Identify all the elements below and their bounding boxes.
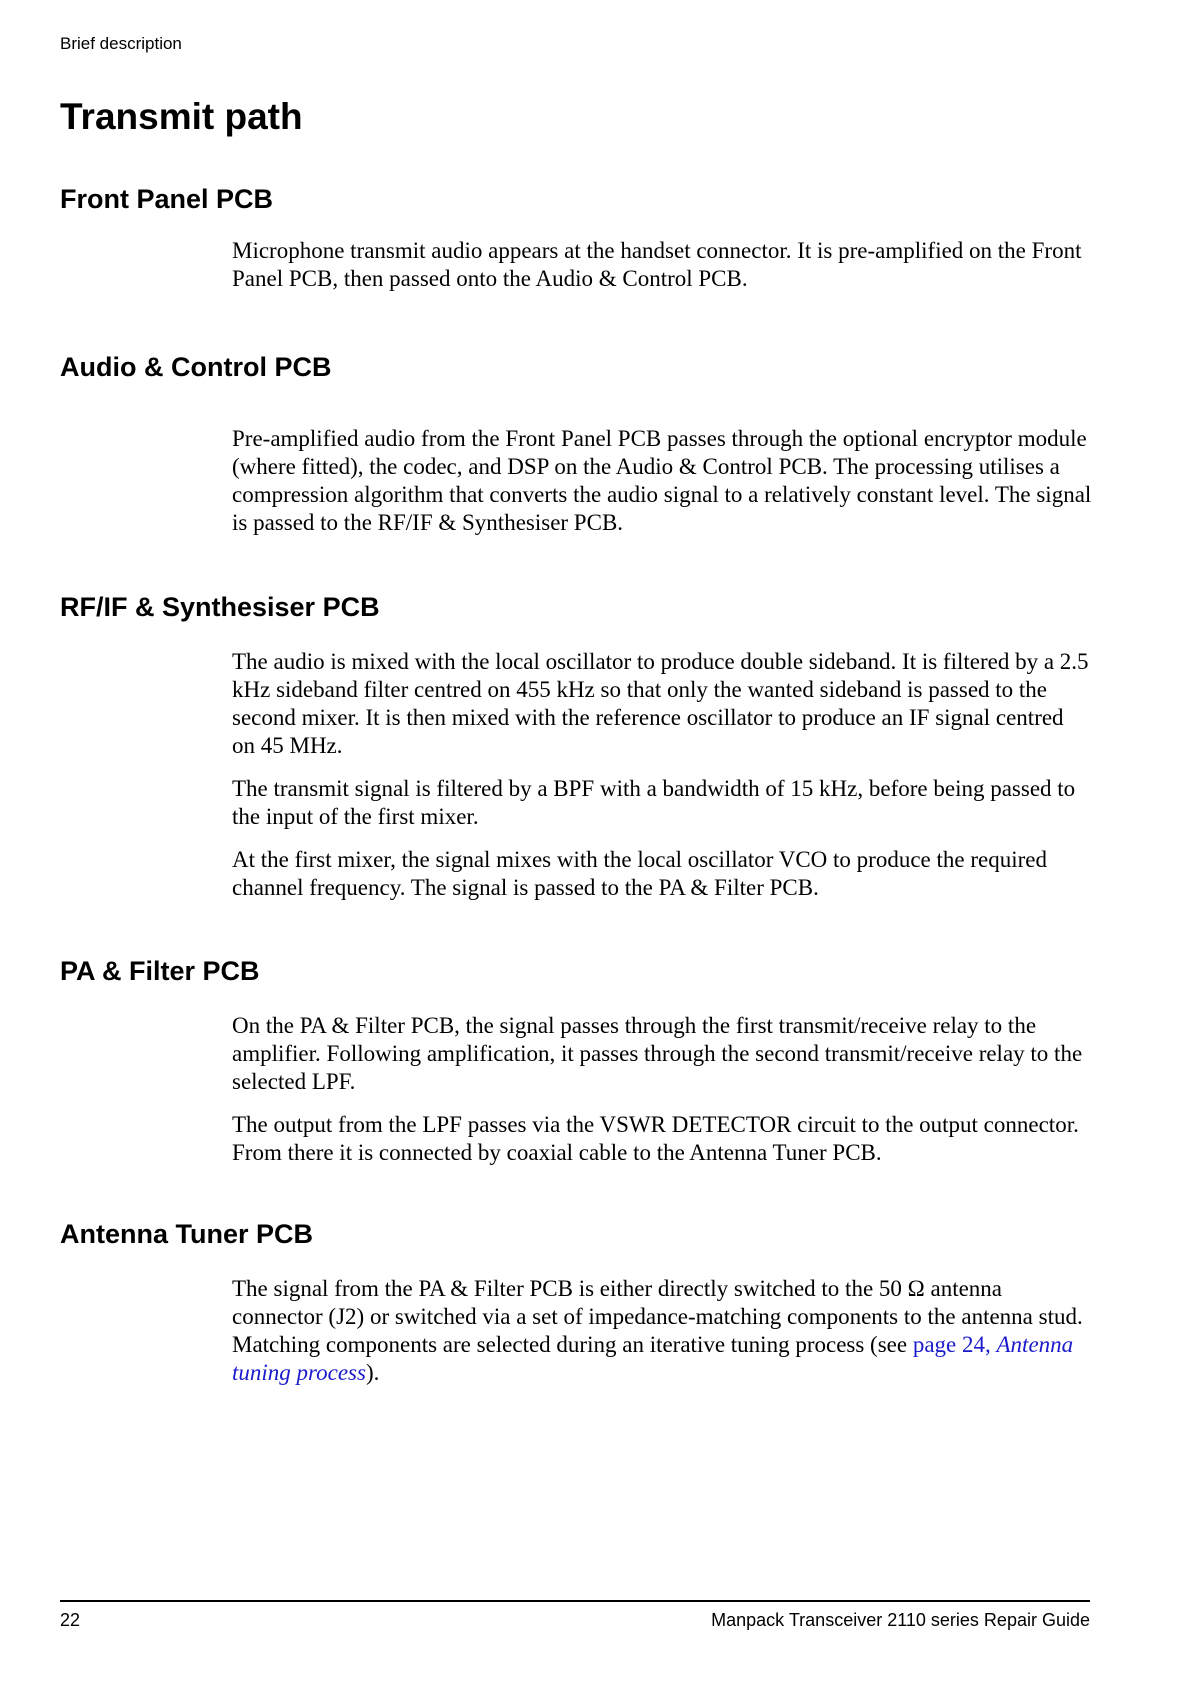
paragraph: The output from the LPF passes via the VSWR DETECTOR circuit to the output connector. From there it is connected by coaxial cable to the Antenna Tuner PCB. bbox=[232, 1112, 1079, 1165]
page-title: Transmit path bbox=[60, 96, 303, 137]
section-heading-antenna-tuner: Antenna Tuner PCB bbox=[60, 1219, 314, 1249]
paragraph bbox=[232, 1275, 1092, 1387]
paragraph: At the first mixer, the signal mixes with the local oscillator VCO to produce the required channel frequency. The signal is passed to the PA & Filter PCB. bbox=[232, 847, 1047, 900]
link-page-text: page 24, bbox=[912, 1332, 991, 1357]
paragraph: Microphone transmit audio appears at the handset connector. It is pre-amplified on the Front Panel PCB, then passed onto the Audio & Control PCB. bbox=[232, 238, 1082, 291]
paragraph: The audio is mixed with the local oscillator to produce double sideband. It is filtered by a 2.5 kHz sideband filter centred on 455 kHz so that only the wanted sideband is passed to the second mixer. It is then mixed with the reference oscillator to produce an IF signal centred on 45 MHz. bbox=[232, 649, 1089, 758]
section-heading-audio-control: Audio & Control PCB bbox=[60, 352, 332, 382]
paragraph: On the PA & Filter PCB, the signal passes through the first transmit/receive relay to the amplifier. Following amplification, it passes through the second transmit/receive relay to the selected LPF. bbox=[232, 1013, 1083, 1094]
paragraph: The transmit signal is filtered by a BPF with a bandwidth of 15 kHz, before being passed to the input of the first mixer. bbox=[232, 776, 1076, 829]
section-heading-pa-filter: PA & Filter PCB bbox=[60, 956, 260, 986]
link-title-text: Antenna tuning process bbox=[232, 1332, 1074, 1385]
section-heading-front-panel: Front Panel PCB bbox=[60, 184, 274, 214]
footer-page-number: 22 bbox=[60, 1610, 81, 1630]
paragraph-text: The signal from the PA & Filter PCB is either directly switched to the 50 Ω antenna connector (J2) or switched via a set of impedance-matching components to the antenna stud. Matching components are selected during an iterative tuning process (see bbox=[232, 1276, 1083, 1357]
footer-rule bbox=[60, 1600, 1090, 1602]
footer-doc-title: Manpack Transceiver 2110 series Repair Guide bbox=[711, 1610, 1090, 1630]
paragraph-end: ). bbox=[365, 1360, 380, 1385]
section-heading-rf-if: RF/IF & Synthesiser PCB bbox=[60, 592, 380, 622]
running-header: Brief description bbox=[60, 34, 182, 53]
paragraph: Pre-amplified audio from the Front Panel PCB passes through the optional encryptor module (where fitted), the codec, and DSP on the Audio & Control PCB. The processing utilises a compression algorithm that converts the audio signal to a relatively constant level. The signal is passed to the RF/IF & Synthesiser PCB. bbox=[232, 426, 1092, 535]
